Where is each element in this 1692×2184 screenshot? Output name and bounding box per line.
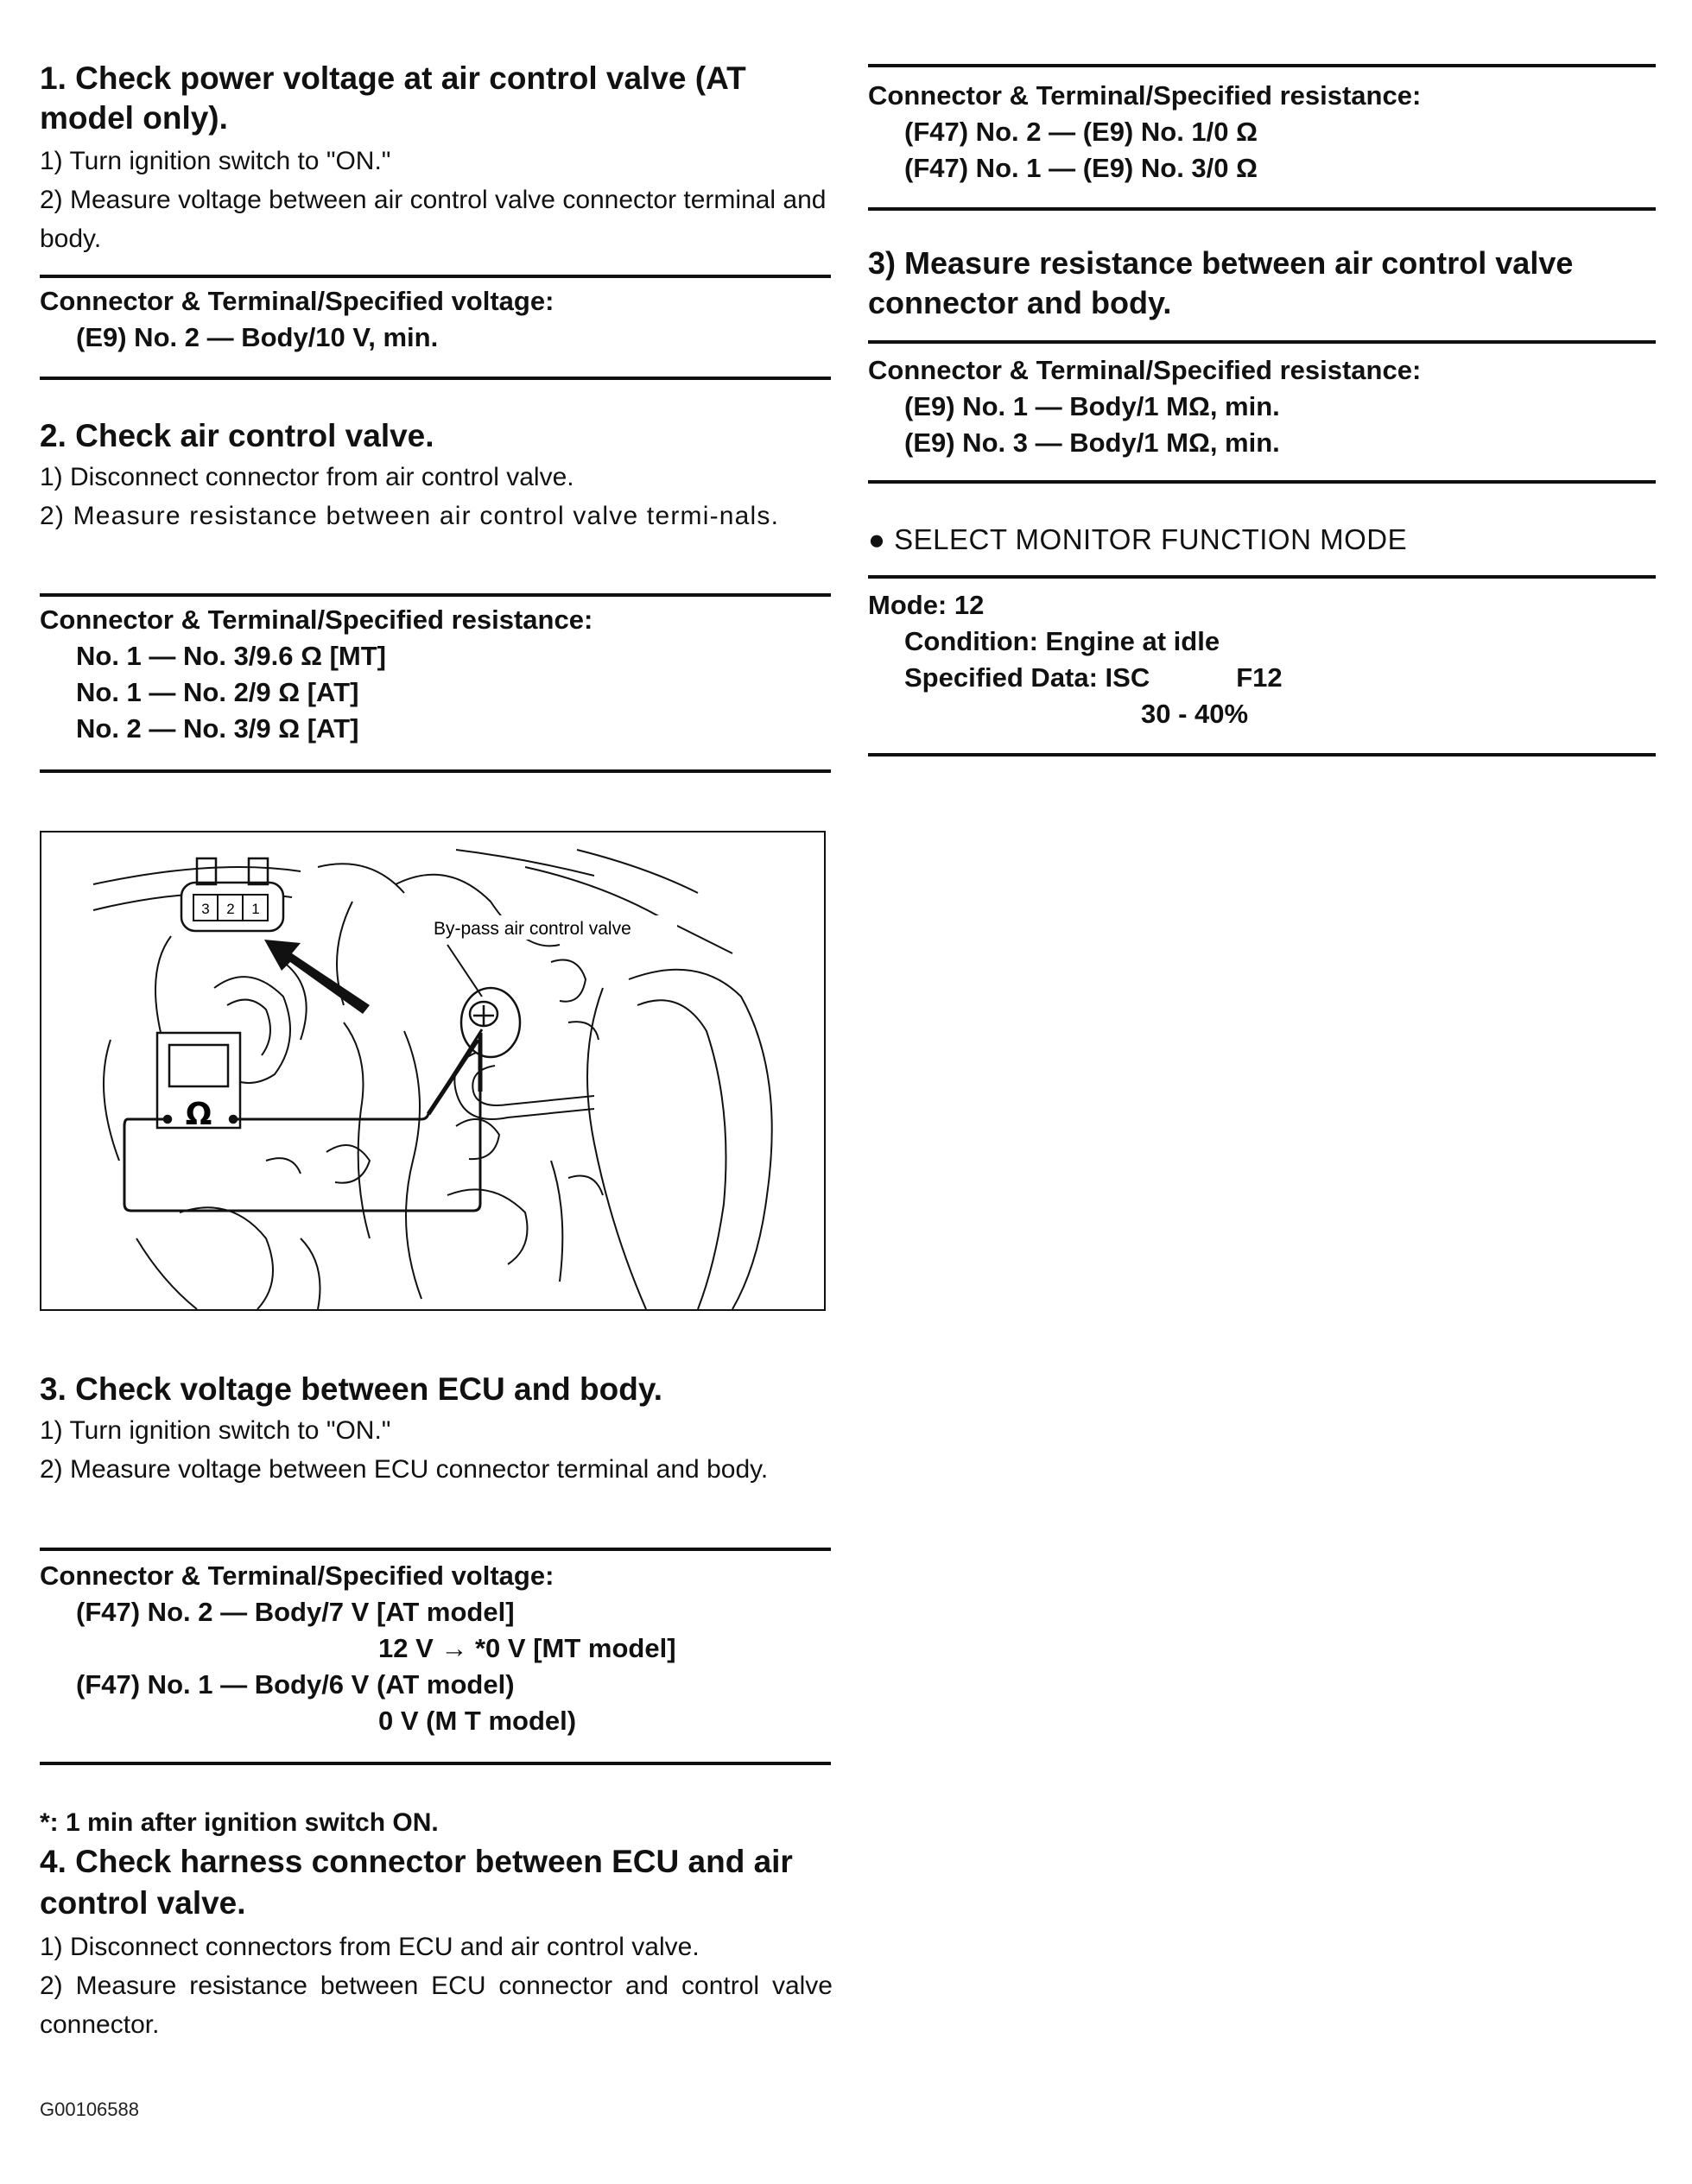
section-1 [40,59,833,258]
section-4-heading: 4. Check harness connector between ECU and air control valve. [40,1844,793,1921]
rule [40,1548,831,1551]
monitor-data-value: 30 - 40% [1141,699,1249,729]
spec-title: Connector & Terminal/Specified resistance: [868,355,1422,385]
spec-line: (E9) No. 1 — Body/1 MΩ, min. [904,391,1280,421]
section-3 [40,1370,833,1489]
arrow-icon [264,940,370,1014]
right-section-3 [868,244,1658,323]
spec-line: No. 1 — No. 3/9.6 Ω [MT] [76,641,386,671]
rule [40,275,831,278]
section-1-spec [40,283,554,356]
spec-line: (F47) No. 1 — (E9) No. 3/0 Ω [904,153,1258,183]
right-section-3-spec [868,352,1421,461]
spec-line: 12 V → *0 V [MT model] [378,1633,676,1663]
monitor-title: SELECT MONITOR FUNCTION MODE [894,523,1408,555]
pin-label: 1 [251,901,260,917]
spec-line: 0 V (M T model) [378,1706,577,1736]
section-3-heading: 3. Check voltage between ECU and body. [40,1371,662,1407]
document-id: G00106588 [40,2099,139,2120]
valve-diagram [40,831,826,1311]
monitor-data-label: Specified Data: ISC [904,662,1150,693]
spec-title: Connector & Terminal/Specified voltage: [40,286,554,316]
valve-label: By-pass air control valve [434,919,631,939]
meter-symbol: Ω [185,1097,212,1132]
rule [868,64,1656,67]
section-1-step-2: 2) Measure voltage between air control valve connector terminal and body. [40,186,827,253]
pin-label: 3 [201,901,210,917]
spec-line: (E9) No. 3 — Body/1 MΩ, min. [904,427,1280,458]
rule [868,753,1656,756]
section-4-step-1: 1) Disconnect connectors from ECU and air control valve. [40,1933,700,1961]
section-2 [40,416,833,535]
right-section-3-heading: 3) Measure resistance between air control valve connector and body. [868,245,1574,320]
engine-illustration [41,832,824,1309]
spec-line: (E9) No. 2 — Body/10 V, min. [76,322,439,352]
monitor-heading [868,522,1407,558]
section-2-spec [40,602,593,747]
rule [868,340,1656,344]
section-3-step-2: 2) Measure voltage between ECU connector terminal and body. [40,1455,769,1484]
pin-label: 2 [226,901,235,917]
rule [40,1762,831,1765]
monitor-block [868,587,1283,732]
footnote: *: 1 min after ignition switch ON. [40,1808,439,1837]
spec-title: Connector & Terminal/Specified voltage: [40,1560,554,1591]
section-3-step-1: 1) Turn ignition switch to "ON." [40,1416,391,1445]
section-2-heading: 2. Check air control valve. [40,418,434,453]
monitor-mode: Mode: 12 [868,590,985,620]
section-4-step-2: 2) Measure resistance between ECU connector and control valve connector. [40,1972,833,2039]
section-3-spec [40,1558,676,1739]
rule [868,207,1656,211]
rule [40,769,831,773]
monitor-data-code: F12 [1236,662,1283,693]
monitor-condition: Condition: Engine at idle [904,626,1220,656]
spec-line: No. 2 — No. 3/9 Ω [AT] [76,713,359,744]
rule [40,377,831,380]
leader-line [447,945,482,997]
rule [868,480,1656,484]
section-2-step-2: 2) Measure resistance between air control valve termi-nals. [40,502,780,530]
spec-line: (F47) No. 1 — Body/6 V (AT model) [76,1669,515,1700]
section-2-step-1: 1) Disconnect connector from air control valve. [40,463,574,491]
section-1-heading: 1. Check power voltage at air control valve (AT model only). [40,60,746,136]
rule [40,593,831,597]
right-spec-a [868,78,1421,187]
spec-title: Connector & Terminal/Specified resistance: [40,605,593,635]
section-4 [40,1805,833,2044]
spec-line: No. 1 — No. 2/9 Ω [AT] [76,677,359,707]
spec-line: (F47) No. 2 — Body/7 V [AT model] [76,1597,515,1627]
bullet-icon: ● [868,523,895,555]
spec-line: (F47) No. 2 — (E9) No. 1/0 Ω [904,117,1258,147]
spec-title: Connector & Terminal/Specified resistance: [868,80,1422,111]
rule [868,575,1656,579]
section-1-step-1: 1) Turn ignition switch to "ON." [40,147,391,175]
